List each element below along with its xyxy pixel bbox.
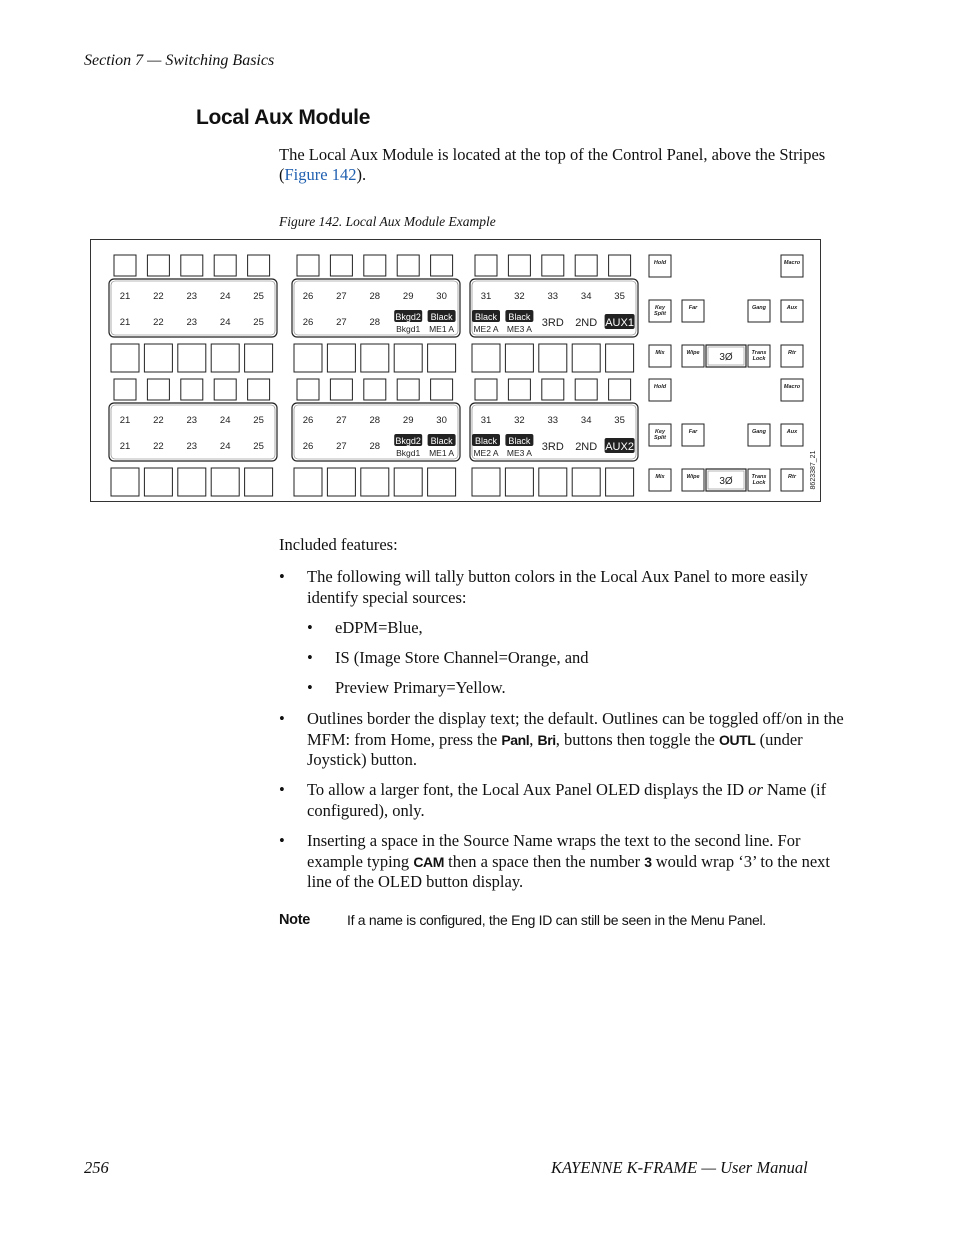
features-intro: Included features: bbox=[279, 535, 398, 554]
bullet-text: IS (Image Store Channel=Orange, and bbox=[335, 648, 589, 667]
figure-local-aux-module bbox=[90, 239, 821, 502]
select-button[interactable] bbox=[572, 344, 600, 372]
aux-button-label: Aux bbox=[786, 305, 798, 311]
oled-label: 24 bbox=[219, 291, 231, 302]
source-button[interactable] bbox=[364, 379, 386, 400]
source-tag-text: Black bbox=[430, 436, 453, 446]
rate-display-text: 3Ø bbox=[719, 476, 733, 487]
select-button[interactable] bbox=[211, 468, 239, 496]
wipe-button-label: Wipe bbox=[686, 474, 700, 480]
select-button[interactable] bbox=[245, 344, 273, 372]
source-button[interactable] bbox=[508, 255, 530, 276]
trans-lock-button-label: Lock bbox=[752, 356, 766, 362]
drawing-id: 8623387_21 bbox=[810, 450, 817, 490]
bullet-mark: • bbox=[279, 709, 285, 728]
oled-label: 31 bbox=[480, 415, 492, 426]
trans-lock-button-label: Trans bbox=[751, 350, 767, 356]
oled-label: 28 bbox=[369, 317, 381, 328]
oled-label: 35 bbox=[614, 291, 625, 302]
oled-label: 25 bbox=[253, 317, 264, 328]
macro-button-label: Macro bbox=[783, 384, 801, 390]
oled-label: 24 bbox=[219, 317, 231, 328]
key-split-button-label: Key bbox=[654, 429, 666, 435]
mix-button[interactable] bbox=[649, 469, 671, 491]
oled-label: 29 bbox=[402, 415, 414, 426]
bullet-text: Preview Primary=Yellow. bbox=[335, 678, 506, 697]
hold-button-label: Hold bbox=[653, 384, 667, 390]
select-button[interactable] bbox=[327, 344, 355, 372]
bullet-text: eDPM=Blue, bbox=[335, 618, 423, 637]
source-button[interactable] bbox=[297, 255, 319, 276]
oled-label: 24 bbox=[219, 441, 231, 452]
oled-label: 24 bbox=[219, 415, 231, 426]
oled-label: 33 bbox=[547, 415, 559, 426]
bullet-mark: • bbox=[279, 567, 285, 586]
select-button[interactable] bbox=[472, 344, 500, 372]
bullet-mark: • bbox=[279, 780, 285, 799]
far-button-label: Far bbox=[688, 429, 698, 435]
select-button[interactable] bbox=[211, 344, 239, 372]
select-button[interactable] bbox=[111, 344, 139, 372]
source-button[interactable] bbox=[147, 255, 169, 276]
bullet-mark: • bbox=[279, 831, 285, 850]
source-button[interactable] bbox=[214, 255, 236, 276]
oled-label: 25 bbox=[253, 291, 264, 302]
source-button[interactable] bbox=[609, 255, 631, 276]
intro-paragraph bbox=[279, 145, 849, 185]
source-button[interactable] bbox=[364, 255, 386, 276]
select-button[interactable] bbox=[606, 344, 634, 372]
source-button[interactable] bbox=[248, 255, 270, 276]
source-button[interactable] bbox=[330, 379, 352, 400]
select-button[interactable] bbox=[327, 468, 355, 496]
aux-button[interactable] bbox=[781, 300, 803, 322]
select-button[interactable] bbox=[178, 344, 206, 372]
source-sub-label: Bkgd1 bbox=[396, 324, 421, 334]
select-button[interactable] bbox=[472, 468, 500, 496]
cam-key: CAM bbox=[413, 853, 444, 870]
far-button-label: Far bbox=[688, 305, 698, 311]
oled-label: 27 bbox=[336, 441, 347, 452]
oled-label: 26 bbox=[302, 317, 314, 328]
oled-label: 23 bbox=[186, 317, 198, 328]
select-button[interactable] bbox=[111, 468, 139, 496]
oled-label: 28 bbox=[369, 291, 381, 302]
rate-display-text: 3Ø bbox=[719, 352, 733, 363]
panel-diagram bbox=[91, 240, 820, 501]
source-button[interactable] bbox=[114, 379, 136, 400]
bus-label: 3RD bbox=[541, 441, 564, 453]
source-tag-text: Bkgd2 bbox=[395, 436, 421, 446]
gang-button-label: Gang bbox=[751, 429, 767, 435]
source-button[interactable] bbox=[431, 255, 453, 276]
bullet-text: Outlines border the display text; the default. Outlines can be toggled off/on in the MFM: from Home, press the Panl, Bri, buttons then toggle the OUTL (under Joystick) button. bbox=[307, 709, 844, 769]
source-sub-label: ME2 A bbox=[473, 324, 499, 334]
select-button[interactable] bbox=[294, 468, 322, 496]
oled-label: 26 bbox=[302, 415, 314, 426]
oled-label: 28 bbox=[369, 415, 381, 426]
panl-key: Panl bbox=[501, 731, 530, 748]
source-sub-label: ME3 A bbox=[506, 324, 532, 334]
emphasis-or: or bbox=[748, 780, 763, 799]
wipe-button[interactable] bbox=[682, 345, 704, 367]
source-sub-label: ME2 A bbox=[473, 448, 499, 458]
bullet-mark: • bbox=[307, 678, 313, 697]
oled-label: 31 bbox=[480, 291, 492, 302]
select-button[interactable] bbox=[394, 468, 422, 496]
source-tag-text: Black bbox=[508, 312, 531, 322]
oled-label: 25 bbox=[253, 441, 264, 452]
select-button[interactable] bbox=[505, 344, 533, 372]
source-button[interactable] bbox=[542, 255, 564, 276]
source-button[interactable] bbox=[181, 379, 203, 400]
select-button[interactable] bbox=[144, 468, 172, 496]
select-button[interactable] bbox=[361, 344, 389, 372]
feature-bullet-1 bbox=[279, 567, 849, 611]
source-tag-text: Black bbox=[508, 436, 531, 446]
source-button[interactable] bbox=[575, 379, 597, 400]
trans-lock-button-label: Trans bbox=[751, 474, 767, 480]
source-button[interactable] bbox=[181, 255, 203, 276]
rtr-button-label: Rtr bbox=[788, 350, 796, 356]
gang-button-label: Gang bbox=[751, 305, 767, 311]
oled-display-group bbox=[109, 403, 277, 461]
source-sub-label: ME1 A bbox=[429, 448, 455, 458]
page-title: Local Aux Module bbox=[196, 106, 371, 129]
oled-label: 21 bbox=[119, 441, 131, 452]
macro-button[interactable] bbox=[781, 255, 803, 277]
aux-button-label: Aux bbox=[786, 429, 798, 435]
source-sub-label: ME3 A bbox=[506, 448, 532, 458]
source-button[interactable] bbox=[214, 379, 236, 400]
intro-text-end: ). bbox=[356, 165, 367, 184]
source-button[interactable] bbox=[397, 379, 419, 400]
bullet-text: Inserting a space in the Source Name wraps the text to the second line. For example typing CAM then a space then the number 3 would wrap ‘3’ to the next line of the OLED button display. bbox=[307, 831, 831, 891]
select-button[interactable] bbox=[428, 344, 456, 372]
select-button[interactable] bbox=[505, 468, 533, 496]
macro-button[interactable] bbox=[781, 379, 803, 401]
macro-button-label: Macro bbox=[783, 260, 801, 266]
source-button[interactable] bbox=[542, 379, 564, 400]
source-button[interactable] bbox=[114, 255, 136, 276]
oled-label: 23 bbox=[186, 441, 198, 452]
aux-label: AUX2 bbox=[605, 441, 634, 453]
aux-button[interactable] bbox=[781, 424, 803, 446]
section-header: Section 7 — Switching Basics bbox=[84, 52, 275, 69]
oled-label: 32 bbox=[514, 291, 525, 302]
oled-label: 32 bbox=[514, 415, 525, 426]
oled-label: 26 bbox=[302, 291, 314, 302]
select-button[interactable] bbox=[178, 468, 206, 496]
oled-label: 22 bbox=[153, 291, 164, 302]
gang-button[interactable] bbox=[748, 424, 770, 446]
oled-label: 27 bbox=[336, 291, 347, 302]
source-button[interactable] bbox=[475, 255, 497, 276]
key-split-button-label: Key bbox=[654, 305, 666, 311]
oled-label: 27 bbox=[336, 317, 347, 328]
trans-lock-button-label: Lock bbox=[752, 480, 766, 486]
hold-button[interactable] bbox=[649, 379, 671, 401]
note-label: Note bbox=[279, 912, 311, 928]
outl-key: OUTL bbox=[718, 731, 756, 748]
source-button[interactable] bbox=[609, 379, 631, 400]
source-button[interactable] bbox=[431, 379, 453, 400]
oled-label: 29 bbox=[402, 291, 414, 302]
oled-label: 33 bbox=[547, 291, 559, 302]
number-key: 3 bbox=[644, 853, 652, 870]
rtr-button[interactable] bbox=[781, 469, 803, 491]
bullet-text: The following will tally button colors in the Local Aux Panel to more easily identify special sources: bbox=[307, 567, 808, 607]
bus-label: 2ND bbox=[575, 317, 598, 329]
mix-button-label: Mix bbox=[655, 350, 665, 356]
bullet-mark: • bbox=[307, 648, 313, 667]
rtr-button-label: Rtr bbox=[788, 474, 796, 480]
select-button[interactable] bbox=[428, 468, 456, 496]
select-button[interactable] bbox=[539, 344, 567, 372]
key-split-button-label: Split bbox=[654, 435, 666, 441]
select-button[interactable] bbox=[606, 468, 634, 496]
note-text: If a name is configured, the Eng ID can still be seen in the Menu Panel. bbox=[347, 912, 766, 928]
source-button[interactable] bbox=[575, 255, 597, 276]
oled-label: 23 bbox=[186, 291, 198, 302]
bus-label: 3RD bbox=[541, 317, 564, 329]
source-tag-text: Black bbox=[474, 436, 498, 446]
oled-label: 35 bbox=[614, 415, 625, 426]
oled-label: 22 bbox=[153, 441, 164, 452]
source-tag-text: Black bbox=[430, 312, 453, 322]
oled-label: 28 bbox=[369, 441, 381, 452]
far-button[interactable] bbox=[682, 424, 704, 446]
oled-label: 21 bbox=[119, 291, 131, 302]
far-button[interactable] bbox=[682, 300, 704, 322]
bus-label: 2ND bbox=[575, 441, 598, 453]
intro-text: The Local Aux Module is located at the top of the Control Panel, above the Stripes ( bbox=[279, 145, 826, 184]
key-split-button-label: Split bbox=[654, 311, 666, 317]
figure-link[interactable]: Figure 142 bbox=[284, 165, 357, 184]
gang-button[interactable] bbox=[748, 300, 770, 322]
source-tag-text: Bkgd2 bbox=[395, 312, 421, 322]
source-button[interactable] bbox=[475, 379, 497, 400]
bullet-text: To allow a larger font, the Local Aux Panel OLED displays the ID or Name (if configured), only. bbox=[307, 780, 827, 820]
oled-label: 34 bbox=[580, 415, 592, 426]
hold-button-label: Hold bbox=[653, 260, 667, 266]
oled-label: 34 bbox=[580, 291, 592, 302]
mix-button[interactable] bbox=[649, 345, 671, 367]
select-button[interactable] bbox=[294, 344, 322, 372]
source-button[interactable] bbox=[248, 379, 270, 400]
footer-manual-title: KAYENNE K-FRAME — User Manual bbox=[551, 1158, 808, 1177]
source-tag-text: Black bbox=[474, 312, 498, 322]
oled-display-group bbox=[109, 279, 277, 337]
source-button[interactable] bbox=[297, 379, 319, 400]
oled-label: 30 bbox=[436, 415, 447, 426]
oled-label: 30 bbox=[436, 291, 447, 302]
mix-button-label: Mix bbox=[655, 474, 665, 480]
source-sub-label: ME1 A bbox=[429, 324, 455, 334]
bri-key: Bri bbox=[537, 731, 556, 748]
source-button[interactable] bbox=[147, 379, 169, 400]
select-button[interactable] bbox=[144, 344, 172, 372]
oled-label: 21 bbox=[119, 415, 131, 426]
select-button[interactable] bbox=[394, 344, 422, 372]
aux-label: AUX1 bbox=[605, 317, 634, 329]
select-button[interactable] bbox=[245, 468, 273, 496]
hold-button[interactable] bbox=[649, 255, 671, 277]
page-number: 256 bbox=[84, 1158, 109, 1177]
source-sub-label: Bkgd1 bbox=[396, 448, 421, 458]
wipe-button[interactable] bbox=[682, 469, 704, 491]
rtr-button[interactable] bbox=[781, 345, 803, 367]
bullet-mark: • bbox=[307, 618, 313, 637]
source-button[interactable] bbox=[508, 379, 530, 400]
source-button[interactable] bbox=[397, 255, 419, 276]
figure-caption: Figure 142. Local Aux Module Example bbox=[279, 214, 496, 229]
select-button[interactable] bbox=[539, 468, 567, 496]
select-button[interactable] bbox=[572, 468, 600, 496]
oled-label: 25 bbox=[253, 415, 264, 426]
select-button[interactable] bbox=[361, 468, 389, 496]
oled-label: 26 bbox=[302, 441, 314, 452]
source-button[interactable] bbox=[330, 255, 352, 276]
wipe-button-label: Wipe bbox=[686, 350, 700, 356]
oled-label: 21 bbox=[119, 317, 131, 328]
oled-label: 27 bbox=[336, 415, 347, 426]
oled-label: 22 bbox=[153, 415, 164, 426]
oled-label: 23 bbox=[186, 415, 198, 426]
oled-label: 22 bbox=[153, 317, 164, 328]
